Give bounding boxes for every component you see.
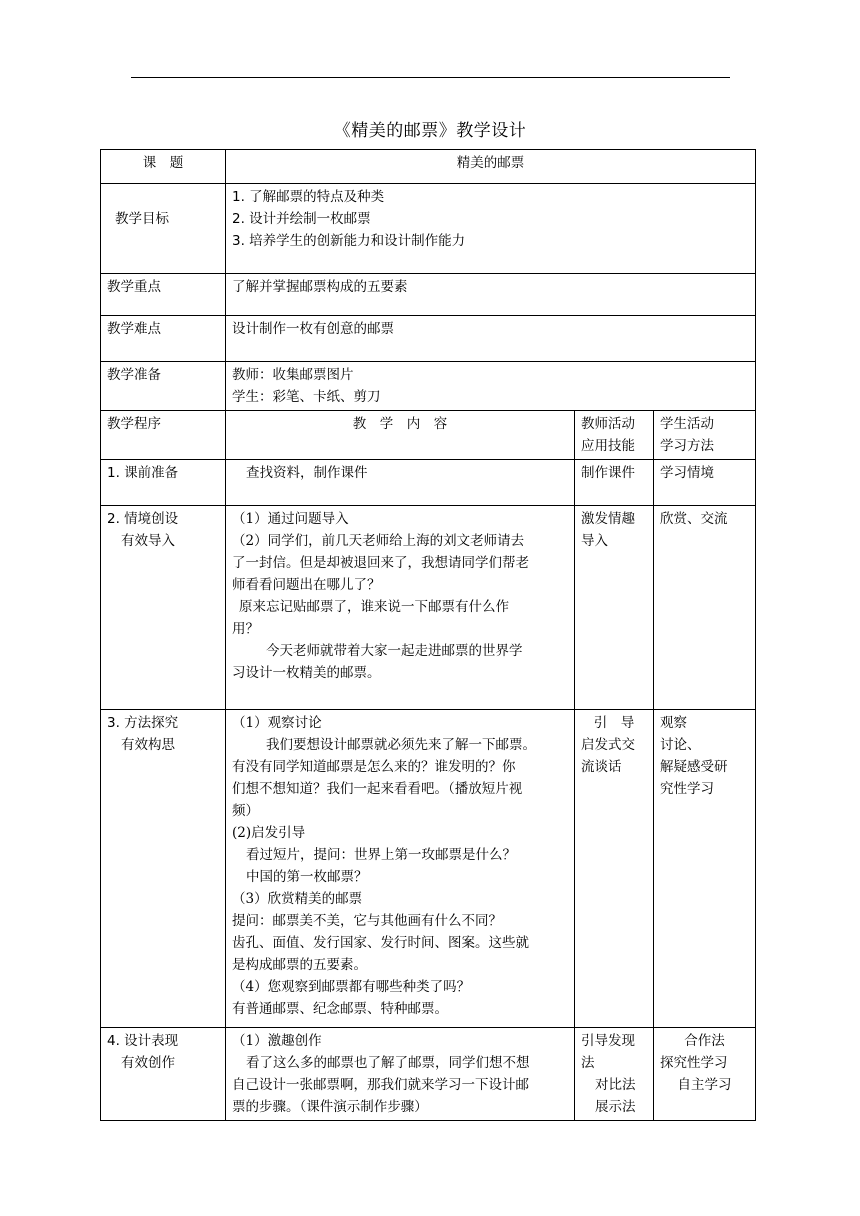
step-student-activity: 观察 讨论、 解疑感受研 究性学习	[654, 710, 756, 1028]
header-content: 教 学 内 容	[226, 411, 575, 460]
preparation-value	[226, 362, 756, 411]
step-content: （1）观察讨论 我们要想设计邮票就必须先来了解一下邮票。 有没有同学知道邮票是怎么来的？谁发明的？你 们想不想知道？我们一起来看看吧。（播放短片视 频） (2)启发引导 看过短片，提问：世界上第一玫邮票是什么？ 中国的第一枚邮票？ （3）欣赏精美的邮票 提问：邮票美不美，它与其他画有什么不同？ 齿孔、面值、发行国家、发行时间、图案。这些就 是构成邮票的五要素。 （4）您观察到邮票都有哪些种类了吗？ 有普通邮票、纪念邮票、特种邮票。	[226, 710, 575, 1028]
row-header	[101, 411, 756, 460]
step-teacher-activity: 引 导 启发式交 流谈话	[575, 710, 654, 1028]
step-row	[101, 506, 756, 710]
row-preparation	[101, 362, 756, 411]
step-row	[101, 460, 756, 506]
step-row	[101, 710, 756, 1028]
step-content: （1）通过问题导入 （2）同学们，前几天老师给上海的刘文老师请去 了一封信。但是却被退回来了，我想请同学们帮老 师看看问题出在哪儿了？ 原来忘记贴邮票了，谁来说一下邮票有什么作 用？ 今天老师就带着大家一起走进邮票的世界学 习设计一枚精美的邮票。	[226, 506, 575, 710]
step-row	[101, 1028, 756, 1121]
step-student-activity: 合作法 探究性学习 自主学习	[654, 1028, 756, 1121]
key-points-label: 教学重点	[101, 274, 226, 316]
step-label: 3. 方法探究 有效构思	[101, 710, 226, 1028]
header-teacher-activity: 教师活动 应用技能	[575, 411, 654, 460]
difficulty-value: 设计制作一枚有创意的邮票	[226, 316, 756, 362]
row-goals	[101, 184, 756, 274]
step-teacher-activity: 激发情趣 导入	[575, 506, 654, 710]
difficulty-label: 教学难点	[101, 316, 226, 362]
header-rule	[131, 77, 730, 78]
topic-label: 课 题	[101, 150, 226, 184]
preparation-student: 学生：彩笔、卡纸、剪刀	[232, 389, 381, 405]
goal-item: 1. 了解邮票的特点及种类	[232, 189, 385, 205]
step-student-activity: 学习情境	[654, 460, 756, 506]
preparation-label: 教学准备	[101, 362, 226, 411]
row-difficulty	[101, 316, 756, 362]
topic-value: 精美的邮票	[226, 150, 756, 184]
goals-label: 教学目标	[101, 184, 226, 274]
step-teacher-activity: 制作课件	[575, 460, 654, 506]
goal-item: 3. 培养学生的创新能力和设计制作能力	[232, 233, 466, 249]
step-label: 4. 设计表现 有效创作	[101, 1028, 226, 1121]
goal-item: 2. 设计并绘制一枚邮票	[232, 211, 371, 227]
preparation-teacher: 教师：收集邮票图片	[232, 367, 354, 383]
step-label: 1. 课前准备	[101, 460, 226, 506]
row-topic	[101, 150, 756, 184]
step-student-activity: 欣赏、交流	[654, 506, 756, 710]
lesson-plan-table	[100, 149, 756, 1121]
step-label: 2. 情境创设 有效导入	[101, 506, 226, 710]
header-student-activity: 学生活动 学习方法	[654, 411, 756, 460]
goals-list	[226, 184, 756, 274]
row-key-points	[101, 274, 756, 316]
step-content: 查找资料，制作课件	[226, 460, 575, 506]
header-procedure: 教学程序	[101, 411, 226, 460]
step-teacher-activity: 引导发现 法 对比法 展示法	[575, 1028, 654, 1121]
step-content: （1）激趣创作 看了这么多的邮票也了解了邮票，同学们想不想 自己设计一张邮票啊，那我们就来学习一下设计邮 票的步骤。（课件演示制作步骤）	[226, 1028, 575, 1121]
key-points-value: 了解并掌握邮票构成的五要素	[226, 274, 756, 316]
document-title: 《精美的邮票》教学设计	[333, 121, 527, 141]
